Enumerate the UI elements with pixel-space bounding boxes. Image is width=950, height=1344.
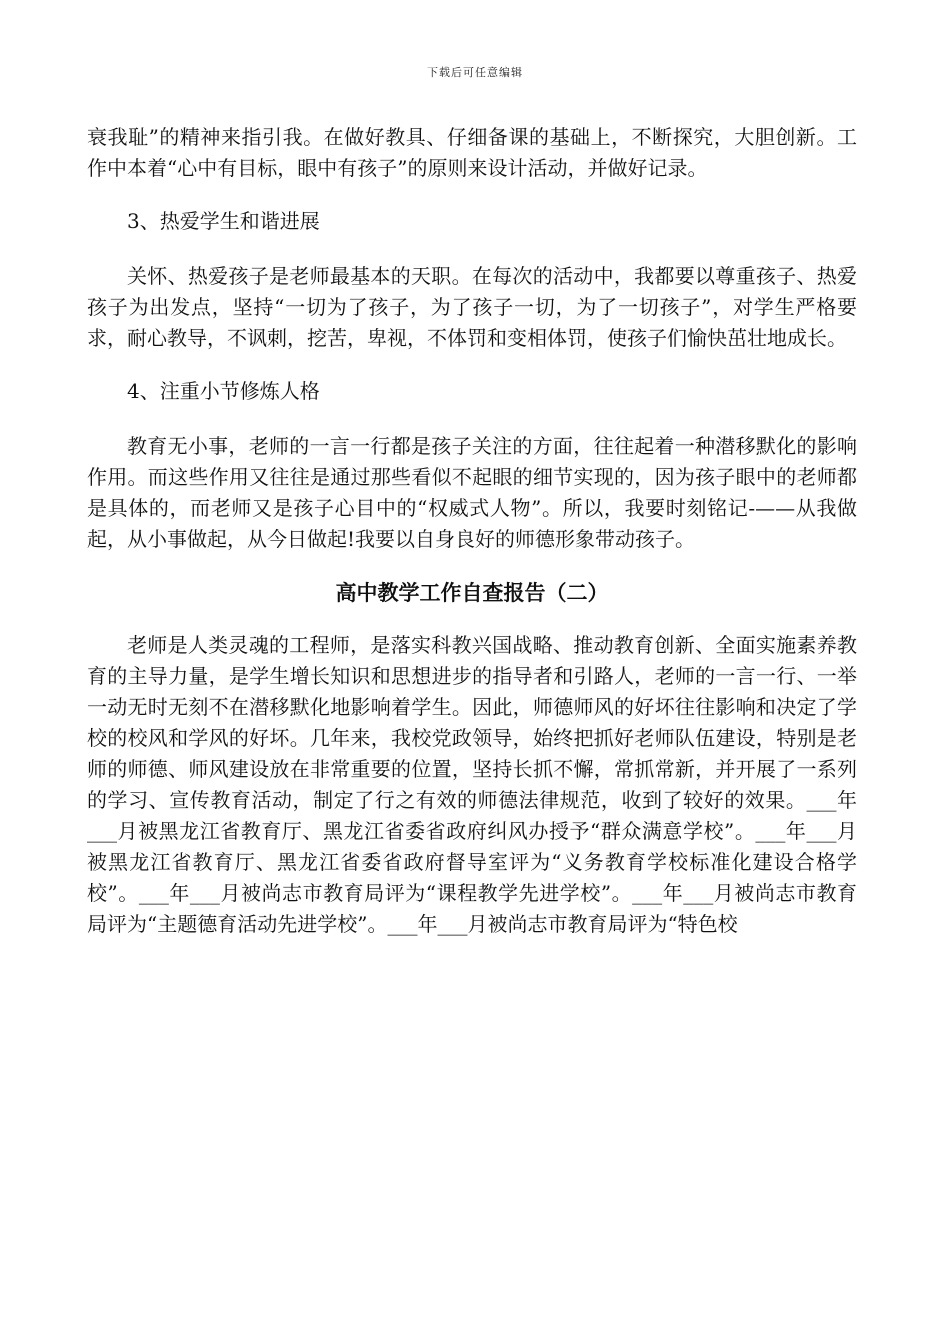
paragraph-report-intro: 老师是人类灵魂的工程师，是落实科教兴国战略、推动教育创新、全面实施素养教育的主导力量，是学生增长知识和思想进步的指导者和引路人，老师的一言一行、一举一动无时无刻不在潜移默化地影响着学生。因此，师德师风的好坏往往影响和决定了学校的校风和学风的好坏。几年来，我校党政领导，始终把抓好老师队伍建设，特别是老师的师德、师风建设放在非常重要的位置，坚持长抓不懈，常抓常新，并开展了一系列的学习、宣传教育活动，制定了行之有效的师德法律规范，收到了较好的效果。___年___月被黑龙江省教育厅、黑龙江省委省政府纠风办授予“群众满意学校”。___年___月被黑龙江省教育厅、黑龙江省委省政府督导室评为“义务教育学校标准化建设合格学校”。___年___月被尚志市教育局评为“课程教学先进学校”。___年___月被尚志市教育局评为“主题德育活动先进学校”。___年___月被尚志市教育局评为“特色校 xyxy=(87,633,857,936)
paragraph-small-details: 教育无小事，老师的一言一行都是孩子关注的方面，往往起着一种潜移默化的影响作用。而这些作用又往往是通过那些看似不起眼的细节实现的，因为孩子眼中的老师都是具体的，而老师又是孩子心目中的“权威式人物”。所以，我要时刻铭记-——从我做起，从小事做起，从今日做起!我要以自身良好的师德形象带动孩子。 xyxy=(87,434,857,551)
subheading-4: 4、注重小节修炼人格 xyxy=(127,379,320,403)
paragraph-love-students: 关怀、热爱孩子是老师最基本的天职。在每次的活动中，我都要以尊重孩子、热爱孩子为出发点，坚持“一切为了孩子，为了孩子一切，为了一切孩子”，对学生严格要求，耐心教导，不讽刺，挖苦，卑视，不体罚和变相体罚，使孩子们愉快茁壮地成长。 xyxy=(87,264,857,350)
paragraph-continuation: 衰我耻”的精神来指引我。在做好教具、仔细备课的基础上，不断探究，大胆创新。工作中本着“心中有目标，眼中有孩子”的原则来设计活动，并做好记录。 xyxy=(87,125,857,180)
document-body xyxy=(87,122,857,940)
page-header: 下载后可任意编辑 xyxy=(427,66,523,79)
section-title: 高中教学工作自查报告（二） xyxy=(335,580,609,605)
subheading-3: 3、热爱学生和谐进展 xyxy=(127,209,320,233)
